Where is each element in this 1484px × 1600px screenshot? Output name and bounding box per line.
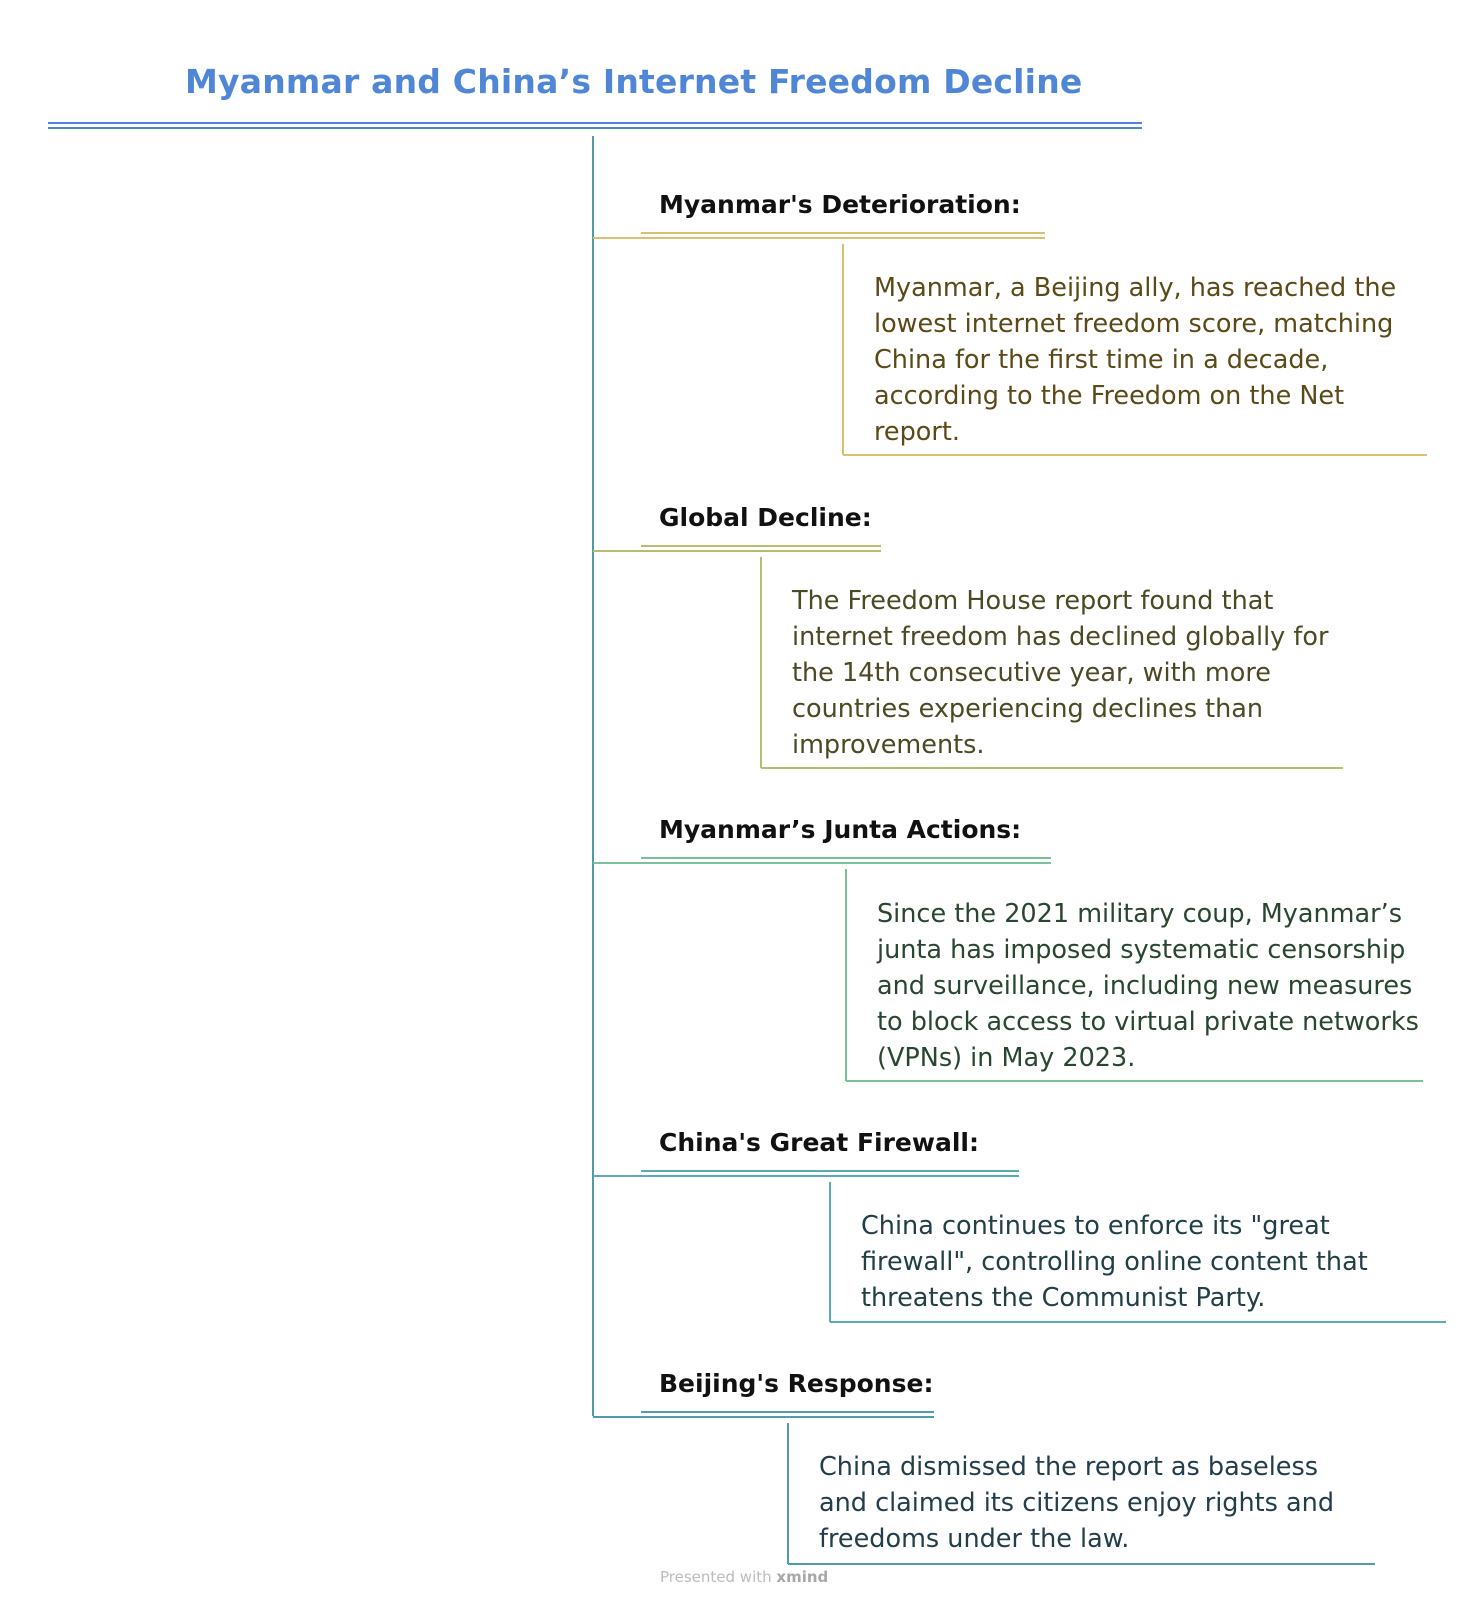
topic-heading-beijings-response[interactable]: Beijing's Response: — [659, 1369, 934, 1398]
topic-detail-great-firewall[interactable]: China continues to enforce its "great firewall", controlling online content that threatens the Communist Party. — [861, 1211, 1368, 1313]
footer-prefix: Presented with — [660, 1568, 772, 1586]
topic-heading-global-decline[interactable]: Global Decline: — [659, 503, 872, 532]
topic-detail-beijings-response[interactable]: China dismissed the report as baseless and claimed its citizens enjoy rights and freedoms under the law. — [819, 1452, 1335, 1554]
topic-heading-great-firewall[interactable]: China's Great Firewall: — [659, 1128, 979, 1157]
topic-heading-myanmars-deterioration[interactable]: Myanmar's Deterioration: — [659, 190, 1021, 219]
topic-heading-junta-actions[interactable]: Myanmar’s Junta Actions: — [659, 815, 1022, 844]
presented-with-footer — [660, 1568, 828, 1586]
topic-detail-junta-actions[interactable]: Since the 2021 military coup, Myanmar’s junta has imposed systematic censorship and surveillance, including new measures to block access to virtual private networks (VPNs) in May 2023. — [877, 899, 1419, 1073]
topic-detail-myanmars-deterioration[interactable]: Myanmar, a Beijing ally, has reached the lowest internet freedom score, matching China for the first time in a decade, according to the Freedom on the Net report. — [874, 273, 1397, 447]
topic-detail-global-decline[interactable]: The Freedom House report found that internet freedom has declined globally for the 14th consecutive year, with more countries experiencing declines than improvements. — [792, 586, 1329, 760]
root-topic-title[interactable]: Myanmar and China’s Internet Freedom Decline — [185, 62, 1083, 101]
xmind-logo: xmind — [776, 1568, 829, 1586]
